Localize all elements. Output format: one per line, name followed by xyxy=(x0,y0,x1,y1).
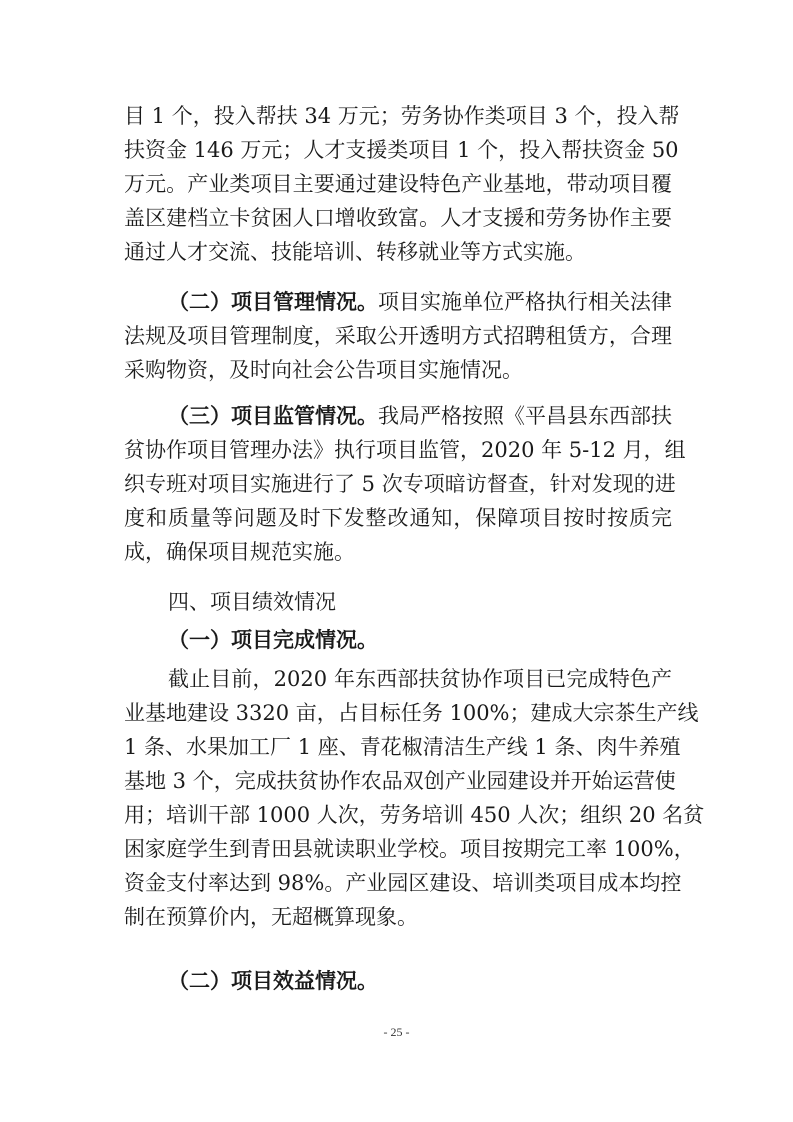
paragraph-project-management xyxy=(124,285,672,387)
text-line: 成，确保项目规范实施。 xyxy=(124,540,355,564)
text-line: 截止目前，2020 年东西部扶贫协作项目已完成特色产 xyxy=(168,667,672,691)
subheading-completion: （一）项目完成情况。 xyxy=(168,627,378,652)
text-run: 项目实施单位严格执行相关法律 xyxy=(378,290,672,314)
text-line: 目 1 个，投入帮扶 34 万元；劳务协作类项目 3 个，投入帮 xyxy=(124,104,680,128)
section-heading-performance: 四、项目绩效情况 xyxy=(168,590,336,614)
subheading-project-supervision: （三）项目监管情况。 xyxy=(168,403,378,428)
page-number: - 25 - xyxy=(383,1025,410,1039)
text-line: 法规及项目管理制度，采取公开透明方式招聘租赁方，合理 xyxy=(124,324,672,348)
text-line: 用；培训干部 1000 人次，劳务培训 450 人次；组织 20 名贫 xyxy=(124,803,705,827)
text-line: 困家庭学生到青田县就读职业学校。项目按期完工率 100%， xyxy=(124,837,695,861)
text-line: 基地 3 个，完成扶贫协作农品双创产业园建设并开始运营使 xyxy=(124,769,676,793)
text-line: 资金支付率达到 98%。产业园区建设、培训类项目成本均控 xyxy=(124,871,682,895)
paragraph-project-types xyxy=(124,99,680,269)
text-line: 业基地建设 3320 亩，占目标任务 100%；建成大宗茶生产线 xyxy=(124,701,699,725)
text-line: 万元。产业类项目主要通过建设特色产业基地，带动项目覆 xyxy=(124,172,672,196)
paragraph-project-supervision xyxy=(124,399,686,569)
text-line: 贫协作项目管理办法》执行项目监管，2020 年 5-12 月，组 xyxy=(124,438,686,462)
text-line: 1 条、水果加工厂 1 座、青花椒清洁生产线 1 条、肉牛养殖 xyxy=(124,735,681,759)
text-line: 采购物资，及时向社会公告项目实施情况。 xyxy=(124,358,523,382)
text-line: 通过人才交流、技能培训、转移就业等方式实施。 xyxy=(124,240,586,264)
text-line: 度和质量等问题及时下发整改通知，保障项目按时按质完 xyxy=(124,506,672,530)
text-line: 制在预算价内，无超概算现象。 xyxy=(124,905,418,929)
text-run: 我局严格按照《平昌县东西部扶 xyxy=(378,404,672,428)
text-line: 盖区建档立卡贫困人口增收致富。人才支援和劳务协作主要 xyxy=(124,206,672,230)
text-line: 扶资金 146 万元；人才支援类项目 1 个，投入帮扶资金 50 xyxy=(124,138,679,162)
text-line xyxy=(124,399,672,433)
subheading-benefits: （二）项目效益情况。 xyxy=(168,968,378,993)
text-line: 织专班对项目实施进行了 5 次专项暗访督查，针对发现的进 xyxy=(124,472,676,496)
subheading-project-management: （二）项目管理情况。 xyxy=(168,289,378,314)
text-line xyxy=(124,285,672,319)
paragraph-completion xyxy=(124,662,705,934)
